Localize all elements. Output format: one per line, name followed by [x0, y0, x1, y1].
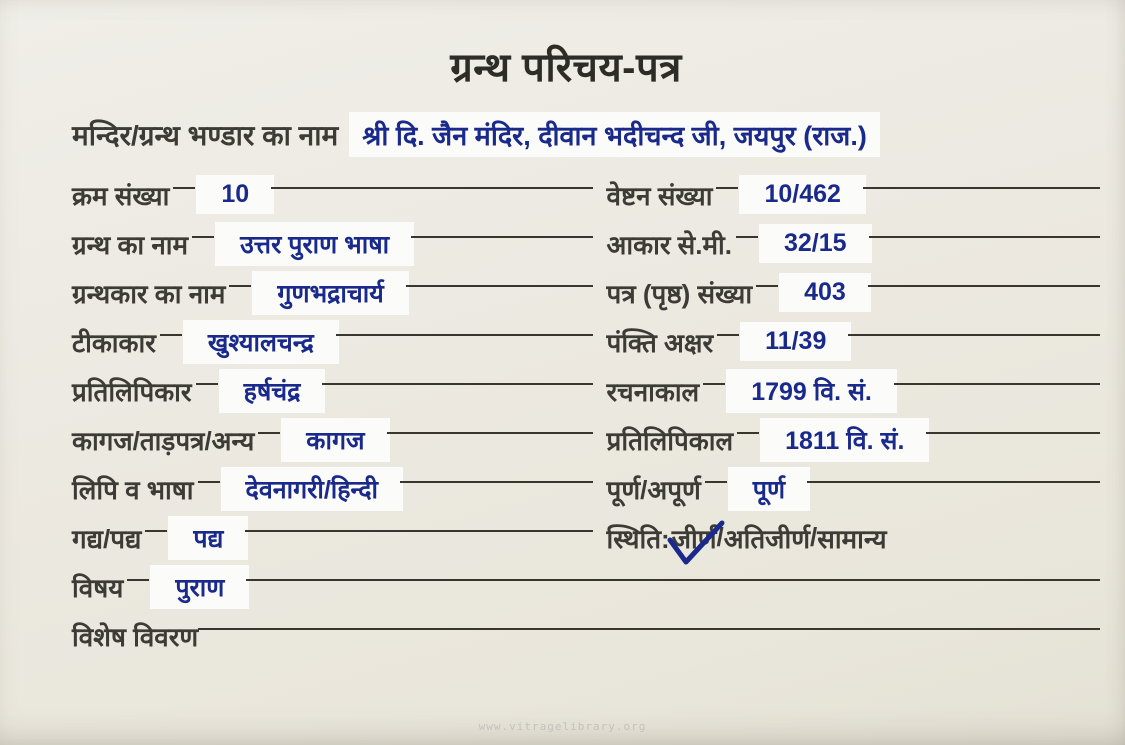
condition-option-jirna	[672, 520, 717, 556]
field-label: मन्दिर/ग्रन्थ भण्डार का नाम	[72, 120, 339, 151]
field-value: 10	[199, 178, 271, 211]
field-value: पूर्ण	[731, 470, 807, 508]
fill-line	[245, 530, 592, 532]
fill-line	[229, 285, 251, 287]
form-grid	[72, 170, 1100, 660]
field-label: वेष्टन संख्या	[606, 180, 713, 211]
field-value: 403	[782, 276, 868, 309]
fill-line	[869, 236, 1100, 238]
fill-line	[173, 187, 195, 189]
field-value: 10/462	[742, 178, 862, 211]
fill-line	[127, 579, 149, 581]
form-row	[72, 268, 1100, 317]
field-book-name	[72, 225, 607, 263]
form-row	[72, 219, 1100, 268]
field-value: पुराण	[153, 568, 246, 606]
fill-line	[705, 481, 727, 483]
field-size-cm	[607, 226, 1100, 262]
fill-line	[336, 334, 593, 336]
field-prose-verse	[72, 519, 607, 557]
field-label: प्रतिलिपिकाल	[606, 425, 734, 456]
fill-line	[703, 383, 725, 385]
fill-line	[246, 579, 1100, 581]
fill-line	[807, 481, 1100, 483]
field-subject	[72, 568, 1100, 606]
fill-line	[198, 481, 220, 483]
field-value: कागज	[284, 421, 386, 459]
fill-line	[258, 432, 280, 434]
field-condition	[607, 520, 1100, 556]
field-value: 1799 वि. सं.	[729, 372, 894, 410]
field-label: विशेष विवरण	[72, 621, 199, 652]
fill-line	[192, 236, 214, 238]
form-row	[72, 464, 1100, 513]
field-serial-number	[72, 177, 607, 213]
field-value: खुश्यालचन्द्र	[186, 323, 336, 361]
form-row	[72, 611, 1100, 660]
field-label: स्थिति:	[606, 523, 670, 554]
fill-line	[737, 432, 759, 434]
form-row	[72, 317, 1100, 366]
field-label: कागज/ताड़पत्र/अन्य	[72, 425, 255, 456]
field-label: पत्र (पृष्ठ) संख्या	[606, 278, 753, 309]
field-lines-letters	[607, 324, 1100, 360]
fill-line	[848, 334, 1100, 336]
fill-line	[868, 285, 1100, 287]
field-commentator	[72, 323, 607, 361]
field-complete-incomplete	[607, 470, 1100, 508]
fill-line	[756, 285, 778, 287]
field-value: हर्षचंद्र	[222, 372, 323, 410]
field-value: 32/15	[762, 227, 869, 260]
fill-line	[322, 383, 592, 385]
field-label: टीकाकार	[72, 327, 156, 358]
field-label: ग्रन्थ का नाम	[72, 229, 189, 260]
field-value: देवनागरी/हिन्दी	[224, 470, 400, 508]
form-row	[72, 366, 1100, 415]
form-row	[72, 562, 1100, 611]
field-material	[72, 421, 607, 459]
field-value: उत्तर पुराण भाषा	[218, 225, 411, 263]
form-row	[72, 170, 1100, 219]
field-value: 1811 वि. सं.	[763, 421, 926, 459]
fill-line	[400, 481, 593, 483]
field-label: पूर्ण/अपूर्ण	[606, 474, 701, 505]
page-title: ग्रन्थ परिचय-पत्र	[450, 46, 682, 90]
field-bundle-number	[607, 177, 1100, 213]
fill-line	[406, 285, 593, 287]
field-temple-name	[72, 115, 1100, 154]
watermark-text: www.vitragelibrary.org	[478, 720, 647, 733]
form-row	[72, 415, 1100, 464]
fill-line	[198, 628, 1100, 630]
field-label: रचनाकाल	[606, 376, 700, 407]
fill-line	[271, 187, 592, 189]
field-label: पंक्ति अक्षर	[606, 327, 714, 358]
field-label: लिपि व भाषा	[72, 474, 194, 505]
option-separator: /	[810, 522, 818, 552]
fill-line	[160, 334, 182, 336]
fill-line	[196, 383, 218, 385]
field-label: गद्य/पद्य	[72, 523, 142, 554]
field-label: विषय	[72, 572, 124, 603]
fill-line	[894, 383, 1100, 385]
field-composition-date	[607, 372, 1100, 410]
form-row	[72, 513, 1100, 562]
field-copy-date	[607, 421, 1100, 459]
field-value: श्री दि. जैन मंदिर, दीवान भदीचन्द जी, जयपुर (राज.)	[352, 115, 877, 154]
condition-option-samanya: सामान्य	[817, 523, 887, 554]
fill-line	[411, 236, 592, 238]
field-copyist	[72, 372, 607, 410]
condition-option-atijirna: अतिजीर्ण	[723, 523, 811, 554]
fill-line	[926, 432, 1100, 434]
fill-line	[863, 187, 1100, 189]
field-label: क्रम संख्या	[72, 180, 170, 211]
field-label: आकार से.मी.	[606, 229, 732, 260]
field-page-count	[607, 275, 1100, 311]
field-label: ग्रन्थकार का नाम	[72, 278, 226, 309]
fill-line	[716, 187, 738, 189]
fill-line	[717, 334, 739, 336]
field-script-language	[72, 470, 607, 508]
condition-option-label: जीर्ण	[671, 523, 717, 554]
field-value: 11/39	[743, 325, 848, 358]
fill-line	[387, 432, 593, 434]
fill-line	[736, 236, 758, 238]
field-value: गुणभद्राचार्य	[255, 274, 405, 312]
fill-line	[145, 530, 167, 532]
field-label: प्रतिलिपिकार	[72, 376, 192, 407]
field-author-name	[72, 274, 607, 312]
field-special-details	[72, 618, 1100, 654]
field-value: पद्य	[171, 519, 245, 557]
option-separator: /	[716, 522, 724, 552]
